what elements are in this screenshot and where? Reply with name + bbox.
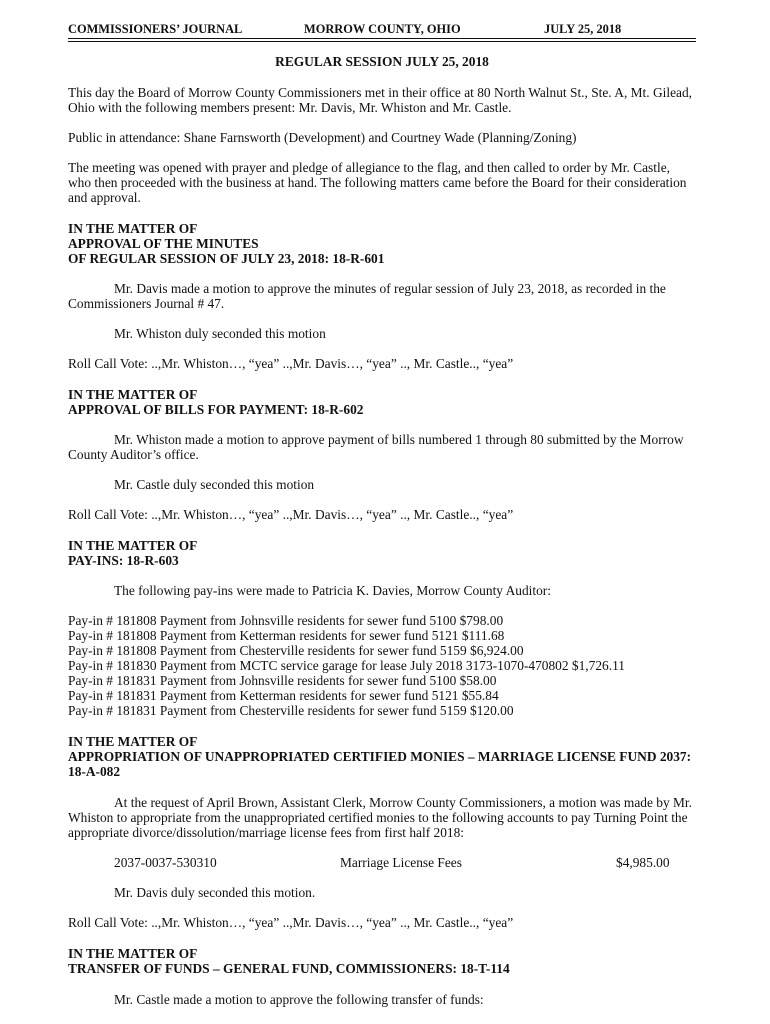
matter-heading-transfer: IN THE MATTER OF TRANSFER OF FUNDS – GENERAL FUND, COMMISSIONERS: 18-T-114 [68,946,510,976]
matter-heading-bills: IN THE MATTER OF APPROVAL OF BILLS FOR PAYMENT: 18-R-602 [68,387,364,417]
payins-intro: The following pay-ins were made to Patricia K. Davies, Morrow County Auditor: [114,583,551,598]
header-county: MORROW COUNTY, OHIO [304,22,461,36]
motion-appropriation: At the request of April Brown, Assistant Clerk, Morrow County Commissioners, a motion was made by Mr. Whiston to appropriate from the unappropriated certified monies to the following accounts to pay Turning Point the appropriate divorce/dissolution/marriage license fees from first half 2018: [68,795,692,840]
payin-line: Pay-in # 181831 Payment from Johnsville residents for sewer fund 5100 $58.00 [68,673,497,688]
session-title: REGULAR SESSION JULY 25, 2018 [275,54,489,69]
payin-line: Pay-in # 181831 Payment from Ketterman residents for sewer fund 5121 $55.84 [68,688,499,703]
fee-row [68,855,696,870]
payin-line: Pay-in # 181831 Payment from Chesterville residents for sewer fund 5159 $120.00 [68,703,514,718]
payin-line: Pay-in # 181808 Payment from Chesterville residents for sewer fund 5159 $6,924.00 [68,643,524,658]
motion-transfer: Mr. Castle made a motion to approve the following transfer of funds: [114,992,484,1007]
intro-paragraph: This day the Board of Morrow County Commissioners met in their office at 80 North Walnut St., Ste. A, Mt. Gilead, Ohio with the following members present: Mr. Davis, Mr. Whiston and Mr. Castle. [68,85,692,115]
header-journal-name: COMMISSIONERS’ JOURNAL [68,22,243,36]
fee-amount: $4,985.00 [616,855,670,870]
matter-heading-appropriation: IN THE MATTER OF APPROPRIATION OF UNAPPROPRIATED CERTIFIED MONIES – MARRIAGE LICENSE FUND 2037: 18-A-082 [68,734,692,779]
roll-call-bills: Roll Call Vote: ..,Mr. Whiston…, “yea” ..,Mr. Davis…, “yea” .., Mr. Castle.., “yea” [68,507,514,522]
payin-line: Pay-in # 181808 Payment from Ketterman residents for sewer fund 5121 $111.68 [68,628,505,643]
header-date: JULY 25, 2018 [544,22,622,36]
matter-heading-minutes: IN THE MATTER OF APPROVAL OF THE MINUTES OF REGULAR SESSION OF JULY 23, 2018: 18-R-601 [68,221,385,266]
payins-list [68,613,696,718]
roll-call-appropriation: Roll Call Vote: ..,Mr. Whiston…, “yea” ..,Mr. Davis…, “yea” .., Mr. Castle.., “yea” [68,915,514,930]
payin-line: Pay-in # 181808 Payment from Johnsville residents for sewer fund 5100 $798.00 [68,613,504,628]
opening-paragraph: The meeting was opened with prayer and pledge of allegiance to the flag, and then called to order by Mr. Castle, who then proceeded with the business at hand. The following matters came before the Board for their consideration and approval. [68,160,687,205]
header-double-rule [68,38,696,42]
journal-page [68,22,696,1007]
payin-line: Pay-in # 181830 Payment from MCTC service garage for lease July 2018 3173-1070-470802 $1,726.11 [68,658,625,673]
roll-call-minutes: Roll Call Vote: ..,Mr. Whiston…, “yea” ..,Mr. Davis…, “yea” .., Mr. Castle.., “yea” [68,356,514,371]
journal-header [68,22,696,36]
fee-account: 2037-0037-530310 [114,855,217,870]
fee-description: Marriage License Fees [340,855,462,870]
attendance-paragraph: Public in attendance: Shane Farnsworth (Development) and Courtney Wade (Planning/Zoning) [68,130,577,145]
second-appropriation: Mr. Davis duly seconded this motion. [114,885,316,900]
motion-minutes: Mr. Davis made a motion to approve the minutes of regular session of July 23, 2018, as recorded in the Commissioners Journal # 47. [68,281,666,311]
matter-heading-payins: IN THE MATTER OF PAY-INS: 18-R-603 [68,538,198,568]
motion-bills: Mr. Whiston made a motion to approve payment of bills numbered 1 through 80 submitted by the Morrow County Auditor’s office. [68,432,684,462]
second-bills: Mr. Castle duly seconded this motion [114,477,315,492]
second-minutes: Mr. Whiston duly seconded this motion [114,326,326,341]
